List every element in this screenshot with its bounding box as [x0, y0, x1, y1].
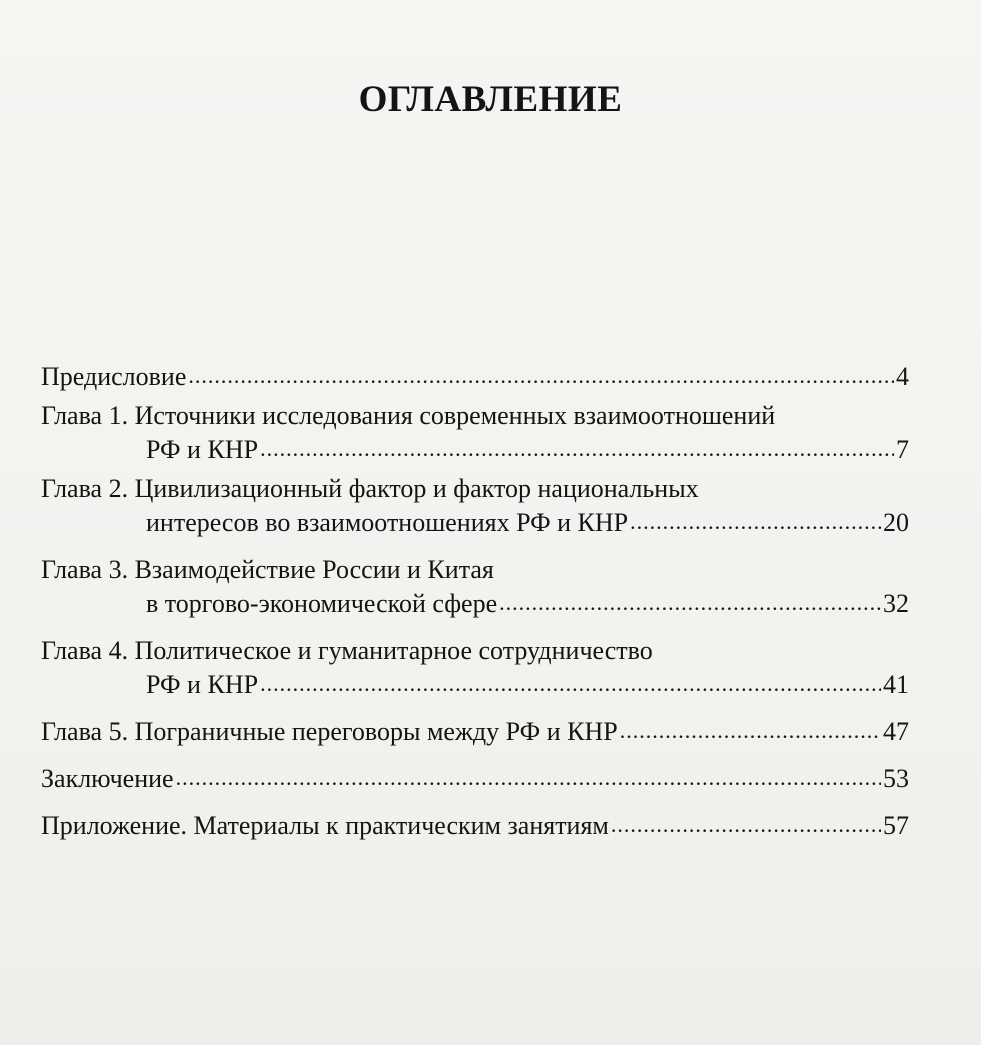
toc-entry-title-continued: РФ и КНР — [146, 670, 259, 699]
dot-leader — [260, 667, 881, 701]
toc-entry-chapter-5 — [41, 715, 909, 750]
toc-entry-title: Глава 4. Политическое и гуманитарное сотрудничество — [41, 636, 653, 665]
toc-entry-chapter-3 — [41, 553, 909, 622]
dot-leader — [630, 505, 881, 539]
toc-page-number: 4 — [896, 362, 909, 391]
toc-page-number: 32 — [883, 589, 909, 618]
toc-entry-preface — [41, 360, 909, 395]
toc-line — [41, 634, 909, 668]
toc-entry-title-continued: интересов во взаимоотношениях РФ и КНР — [146, 508, 629, 537]
toc-entry-chapter-4 — [41, 634, 909, 703]
toc-entry-title: Глава 1. Источники исследования современных взаимоотношений — [41, 401, 776, 430]
toc-entry-title: Глава 2. Цивилизационный фактор и фактор национальных — [41, 474, 699, 503]
toc-page-number: 57 — [883, 811, 909, 840]
toc-entry-conclusion — [41, 762, 909, 797]
toc-line — [41, 587, 909, 622]
toc-entry-title: Глава 3. Взаимодействие России и Китая — [41, 555, 494, 584]
toc-entry-title: Предисловие — [41, 362, 187, 391]
dot-leader — [176, 761, 881, 795]
toc-line — [41, 668, 909, 703]
toc-entry-title: Глава 5. Пограничные переговоры между РФ и КНР — [41, 717, 618, 746]
toc-page-number: 53 — [883, 764, 909, 793]
toc-line — [41, 399, 909, 433]
dot-leader — [188, 359, 894, 393]
toc-page-number: 7 — [896, 435, 909, 464]
dot-leader — [499, 586, 881, 620]
toc-page-number: 41 — [883, 670, 909, 699]
toc-entry-chapter-1 — [41, 399, 909, 468]
toc-line — [41, 360, 909, 395]
table-of-contents — [41, 360, 909, 856]
toc-line — [41, 472, 909, 506]
toc-line — [41, 809, 909, 844]
toc-entry-appendix — [41, 809, 909, 844]
toc-page-number: 20 — [883, 508, 909, 537]
toc-entry-title-continued: в торгово-экономической сфере — [146, 589, 498, 618]
dot-leader — [620, 714, 881, 748]
toc-page-number: 47 — [883, 717, 909, 746]
toc-line — [41, 506, 909, 541]
toc-line — [41, 762, 909, 797]
toc-entry-chapter-2 — [41, 472, 909, 541]
toc-entry-title-continued: РФ и КНР — [146, 435, 259, 464]
dot-leader — [260, 432, 894, 466]
dot-leader — [611, 808, 881, 842]
toc-line — [41, 715, 909, 750]
page-title: ОГЛАВЛЕНИЕ — [358, 79, 623, 120]
toc-line — [41, 553, 909, 587]
toc-line — [41, 433, 909, 468]
toc-entry-title: Заключение — [41, 764, 174, 793]
toc-entry-title: Приложение. Материалы к практическим занятиям — [41, 811, 609, 840]
